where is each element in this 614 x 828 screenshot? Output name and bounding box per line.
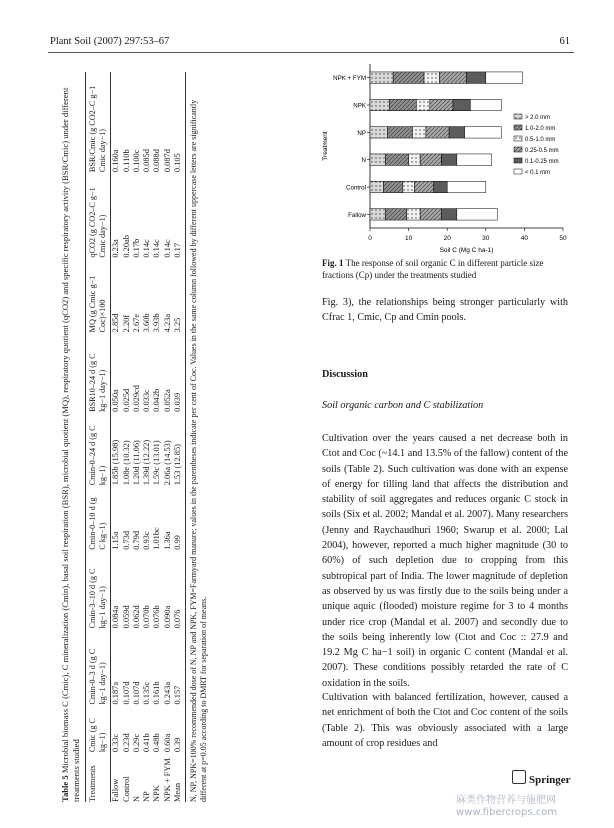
category-label: N (361, 157, 366, 165)
table-cell: 2.85d (111, 313, 121, 333)
row-label: N (131, 795, 141, 802)
publisher-name: Springer (529, 774, 571, 786)
table-cell: 0.29c (131, 733, 141, 753)
table-cell: 1.01bc (152, 527, 162, 550)
table-cell: 0.33c (111, 733, 121, 753)
bar-segment (370, 209, 385, 220)
table-cell: 0.14c (152, 239, 162, 258)
table5 (85, 72, 186, 802)
table-cell: 0.029cd (131, 385, 141, 412)
table-cell: 1.85b (15.98) (111, 439, 121, 486)
legend-swatch (514, 125, 522, 130)
table-cell: 3.93b (152, 313, 162, 333)
category-label: Fallow (348, 211, 366, 219)
table5-body (111, 72, 186, 802)
table-cell: 0.107d (121, 681, 131, 705)
table-cell: 0.99 (173, 485, 186, 550)
table5-rotated (60, 56, 236, 806)
paragraph-1: Fig. 3), the relationships being stronger particularly with Cfrac 1, Cmic, Cp and Cmin pools. (322, 297, 568, 324)
table5-footnote: N, NP, NPK=100% recommended dose of N, NP and NPK, FYM=Farmyard manure; values in the parentheses indicate per cent of Coc. Values in the same column followed by different uppercase letters are significantly different at p=0.05 according to DMRT for separation of means. (189, 99, 209, 802)
legend-label: < 0.1 mm (525, 170, 551, 176)
legend-label: 0.1-0.25 mm (525, 159, 559, 165)
bar-segment (370, 99, 389, 110)
col-header: Cmin-3–10 d (g C kg−1 day−1) (86, 550, 111, 629)
col-header: BSR10–24 d (g C kg−1 day−1) (86, 332, 111, 412)
bar-segment (416, 99, 430, 110)
paragraph-2: Cultivation over the years caused a net decrease both in Ctot and Coc (~14.1 and 13.5% of the fallow) content of the soils (Table 2). Such cultivation was done with an expense of energy for tilling land that affects the distribution and stability of soil aggregates and reduces organic C stock in soils (Six et al. 2002; Mandal et al. 2007). Many researchers (Jenny and Raychaudhuri 1960; Swarup et al. 2000; Lal 2004), however, reported a much higher magnitude (30 to 60%) of such depletion due to cropping from this subtropical part of India. The lower magnitude of depletion as observed by us was firstly due to the soils being under a unique aquic (flooded) moisture regime for 3 to 4 months under rice crop (Mandal et al. 2007) and secondly due to the soils being inherently low (Ctot and Coc :: 27.9 and 19.2 Mg C ha−1 soil) in organic C content (Mandal et al. 2007). These conditions possibly retarded the rate of C oxidation in the soils. (322, 433, 568, 689)
bar-segment (465, 127, 502, 138)
table-cell: 0.79d (131, 530, 141, 550)
table-cell: 0.105 (173, 72, 186, 172)
bar-segment (430, 99, 453, 110)
row-label: Fallow (111, 778, 121, 802)
bar-segment (387, 127, 412, 138)
figure1-chart (318, 56, 578, 256)
table-cell: 0.93c (142, 531, 152, 550)
col-header: Cmin-0–24 d (g C kg−1) (86, 412, 111, 485)
bar-segment (370, 154, 385, 165)
page-number: 61 (559, 36, 570, 47)
col-header: BSR/Cmic (g CO2–C g−1 Cmic day−1) (86, 72, 111, 172)
table-cell: 0.025d (121, 388, 131, 412)
bar-segment (424, 72, 439, 83)
table-cell: 0.076b (152, 605, 162, 629)
table-cell: 1.15a (111, 531, 121, 550)
table-cell: 2.06a (14.53) (162, 440, 172, 486)
bar-segment (370, 72, 393, 83)
watermark: 麻类作物营养与施肥网 www.fibercrops.com (456, 795, 558, 818)
table-cell: 0.039 (173, 332, 186, 412)
table-cell: 0.60a (162, 733, 172, 753)
table-cell: 0.100c (131, 149, 141, 173)
x-tick-label: 10 (404, 235, 413, 242)
table-row (152, 72, 162, 802)
table-cell: 0.23a (111, 239, 121, 258)
legend-swatch (514, 169, 522, 174)
paragraph-3: Cultivation with balanced fertilization, however, caused a net enrichment of both the Ctot and Coc content of the soils (Table 2). This was obviously associated with a large amount of crop residues and (322, 692, 568, 749)
bar-segment (486, 72, 523, 83)
legend-swatch (514, 158, 522, 163)
table-cell: 0.062d (131, 605, 141, 629)
table-row (122, 72, 132, 802)
table-cell: 0.17b (131, 238, 141, 258)
bar-segment (447, 181, 486, 192)
table-cell: 0.107d (131, 681, 141, 705)
table-cell: 1.20d (11.06) (131, 440, 141, 486)
table-cell: 1.53 (12.85) (173, 412, 186, 485)
table-cell: 1.36a (162, 531, 172, 550)
table-cell: 0.20ab (121, 235, 131, 258)
table-cell: 0.135c (142, 681, 152, 705)
figure1-caption (322, 258, 567, 281)
table-cell: 0.076 (173, 550, 186, 629)
table-cell: 1.59c (13.01) (152, 440, 162, 486)
table-cell: 4.23a (162, 313, 172, 333)
table-cell: 0.110b (121, 149, 131, 173)
table-cell: 0.161b (152, 681, 162, 705)
table-cell: 0.157 (173, 628, 186, 704)
x-tick-label: 0 (368, 235, 372, 242)
bar-segment (393, 72, 424, 83)
bar-segment (412, 127, 426, 138)
bar-segment (385, 209, 406, 220)
table-cell: 0.14c (142, 239, 152, 258)
bar-segment (370, 181, 384, 192)
legend-label: 0.5-1.0 mm (525, 137, 556, 143)
col-header: qCO2 (g CO2–C g−1 Cmic day−1) (86, 172, 111, 258)
springer-horse-icon (512, 770, 526, 784)
table-cell: 1.08e (10.32) (121, 440, 131, 486)
table-cell: 0.085d (142, 149, 152, 173)
legend-label: > 2.0 mm (525, 115, 551, 121)
table-cell: 0.17 (173, 172, 186, 258)
category-label: NPK + FYM (333, 75, 366, 83)
publisher-logo (512, 770, 571, 786)
col-header: Cmin-0–10 d (g C kg−1) (86, 485, 111, 550)
legend-swatch (514, 136, 522, 141)
table-row (163, 72, 173, 802)
col-header: Treatments (86, 752, 111, 802)
bar-segment (409, 154, 421, 165)
bar-segment (384, 181, 403, 192)
legend-label: 1.0-2.0 mm (525, 126, 556, 132)
category-label: Control (346, 184, 366, 192)
bar-segment (457, 154, 492, 165)
section-heading: Discussion (322, 369, 368, 380)
figure1 (318, 56, 578, 266)
table-cell: 2.20f (121, 314, 131, 333)
table5-label: Table 5 (60, 775, 70, 802)
bar-segment (389, 99, 416, 110)
table-cell: 0.39 (173, 704, 186, 752)
table-row (173, 72, 186, 802)
table-cell: 0.088d (152, 149, 162, 173)
x-tick-label: 20 (443, 235, 451, 242)
bar-segment (407, 209, 421, 220)
y-axis-label: Treatment (322, 131, 329, 161)
table-cell: 0.084a (111, 605, 121, 629)
table-cell: 2.67e (131, 313, 141, 333)
table-cell: 0.48b (152, 733, 162, 753)
table-cell: 0.059d (121, 605, 131, 629)
header-rule (48, 52, 574, 53)
figure1-label: Fig. 1 (322, 258, 344, 268)
table-cell: 0.042b (152, 388, 162, 412)
row-label: NPK + FYM (162, 758, 172, 802)
table-cell: 0.23d (121, 733, 131, 753)
x-tick-label: 40 (520, 235, 529, 242)
table-cell: 0.187a (111, 681, 121, 705)
x-tick-label: 30 (482, 235, 490, 242)
bar-segment (420, 154, 441, 165)
legend-swatch (514, 114, 522, 119)
row-label: Mean (173, 752, 186, 802)
row-label: Control (121, 776, 131, 802)
bar-segment (370, 127, 387, 138)
figure1-caption-text: The response of soil organic C in different particle size fractions (Cp) under the treatments studied (322, 258, 544, 280)
table-cell: 0.090a (162, 605, 172, 629)
table-cell: 1.39d (12.22) (142, 439, 152, 486)
table-cell: 0.033c (142, 389, 152, 412)
legend-label: 0.25-0.5 mm (525, 148, 559, 154)
bar-segment (457, 209, 498, 220)
bar-segment (449, 127, 464, 138)
category-label: NP (357, 129, 366, 137)
table-cell: 0.41b (142, 733, 152, 753)
bar-segment (467, 72, 486, 83)
table-cell: 0.160a (111, 149, 121, 173)
legend-swatch (514, 147, 522, 152)
bar-segment (414, 181, 433, 192)
x-tick-label: 50 (559, 235, 567, 242)
bar-segment (385, 154, 408, 165)
table-cell: 3.60b (142, 313, 152, 333)
bar-segment (439, 72, 466, 83)
col-header: Cmin-0–3 d (g C kg−1 day−1) (86, 628, 111, 704)
table-cell: 0.243a (162, 681, 172, 705)
subsection-heading: Soil organic carbon and C stabilization (322, 400, 484, 411)
bar-segment (441, 209, 456, 220)
x-axis-label: Soil C (Mg C ha-1) (439, 247, 494, 254)
table-cell: 0.087d (162, 149, 172, 173)
category-label: NPK (353, 102, 366, 110)
table-cell: 3.25 (173, 258, 186, 333)
table-cell: 0.070b (142, 605, 152, 629)
table-row (132, 72, 142, 802)
table-row (142, 72, 152, 802)
table5-caption (60, 67, 81, 802)
bar-segment (434, 181, 448, 192)
col-header: Cmic (g C kg−1) (86, 704, 111, 752)
bar-segment (441, 154, 456, 165)
table-cell: 0.14c (162, 239, 172, 258)
table-cell: 0.73d (121, 530, 131, 550)
table5-caption-text: Microbial biomass C (Cmic), C mineralization (Cmin), basal soil respiration (BSR), microbial quotient (MQ), respiratory quotient (qCO2) and specific respiratory activity (BSR/Cmic) under different treatments studied (60, 87, 81, 802)
bar-segment (403, 181, 415, 192)
bar-segment (470, 99, 501, 110)
table5-container (60, 56, 236, 806)
row-label: NPK (152, 785, 162, 802)
bar-segment (426, 127, 449, 138)
table5-header-row (86, 72, 111, 802)
row-label: NP (142, 791, 152, 802)
col-header: MQ (g Cmic g−1 Coc)×100 (86, 258, 111, 333)
table-row (111, 72, 122, 802)
table-cell: 0.052a (162, 389, 172, 412)
bar-segment (420, 209, 441, 220)
bar-segment (453, 99, 470, 110)
journal-header: Plant Soil (2007) 297:53–67 (50, 36, 170, 47)
table-cell: 0.050a (111, 389, 121, 412)
